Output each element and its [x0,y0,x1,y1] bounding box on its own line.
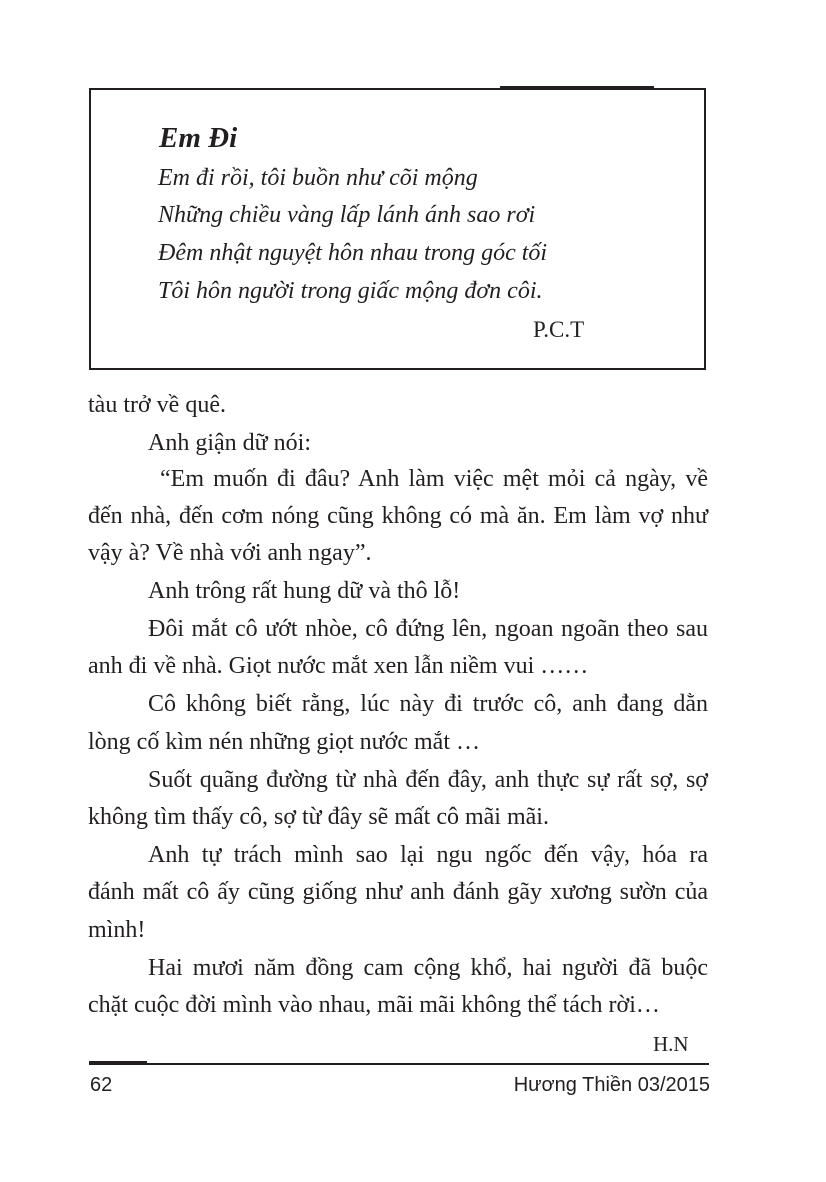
article-line: Đôi mắt cô ướt nhòe, cô đứng lên, ngoan ngoãn theo sau [148,616,708,642]
footer-rule-accent [89,1061,147,1065]
article-line: đánh mất cô ấy cũng giống như anh đánh gãy xương sườn của [88,879,708,905]
article-line: Anh trông rất hung dữ và thô lỗ! [148,578,461,604]
article-author: H.N [653,1032,689,1056]
article-line: tàu trở về quê. [88,392,226,418]
poem-line-3: Đêm nhật nguyệt hôn nhau trong góc tối [158,240,548,266]
article-line: mình! [88,917,146,943]
poem-title: Em Đi [159,122,238,154]
poem-line-1: Em đi rồi, tôi buồn như cõi mộng [158,165,478,191]
article-line: đến nhà, đến cơm nóng cũng không có mà ăn. Em làm vợ như [88,503,708,529]
poem-line-4: Tôi hôn người trong giấc mộng đơn côi. [158,278,543,304]
article-line: anh đi về nhà. Giọt nước mắt xen lẫn niềm vui …… [88,653,589,679]
article-line: không tìm thấy cô, sợ từ đây sẽ mất cô mãi mãi. [88,804,549,830]
magazine-issue: Hương Thiền 03/2015 [513,1074,710,1096]
poem-line-2: Những chiều vàng lấp lánh ánh sao rơi [158,202,536,228]
article-line: vậy à? Về nhà với anh ngay”. [88,540,372,566]
page-number: 62 [90,1074,113,1096]
article-line: Anh tự trách mình sao lại ngu ngốc đến vậy, hóa ra [148,842,708,868]
poem-author: P.C.T [533,317,585,342]
poem-box-accent-bar [500,86,654,89]
article-line: chặt cuộc đời mình vào nhau, mãi mãi không thể tách rời… [88,992,660,1018]
article-line: Anh giận dữ nói: [148,430,311,456]
footer-rule [89,1063,709,1065]
article-line: “Em muốn đi đâu? Anh làm việc mệt mỏi cả ngày, về [160,466,708,492]
article-line: Suốt quãng đường từ nhà đến đây, anh thực sự rất sợ, sợ [148,767,708,793]
article-line: Cô không biết rằng, lúc này đi trước cô, anh đang dằn [148,691,708,717]
article-line: lòng cố kìm nén những giọt nước mắt … [88,729,480,755]
article-line: Hai mươi năm đồng cam cộng khổ, hai người đã buộc [148,955,708,981]
